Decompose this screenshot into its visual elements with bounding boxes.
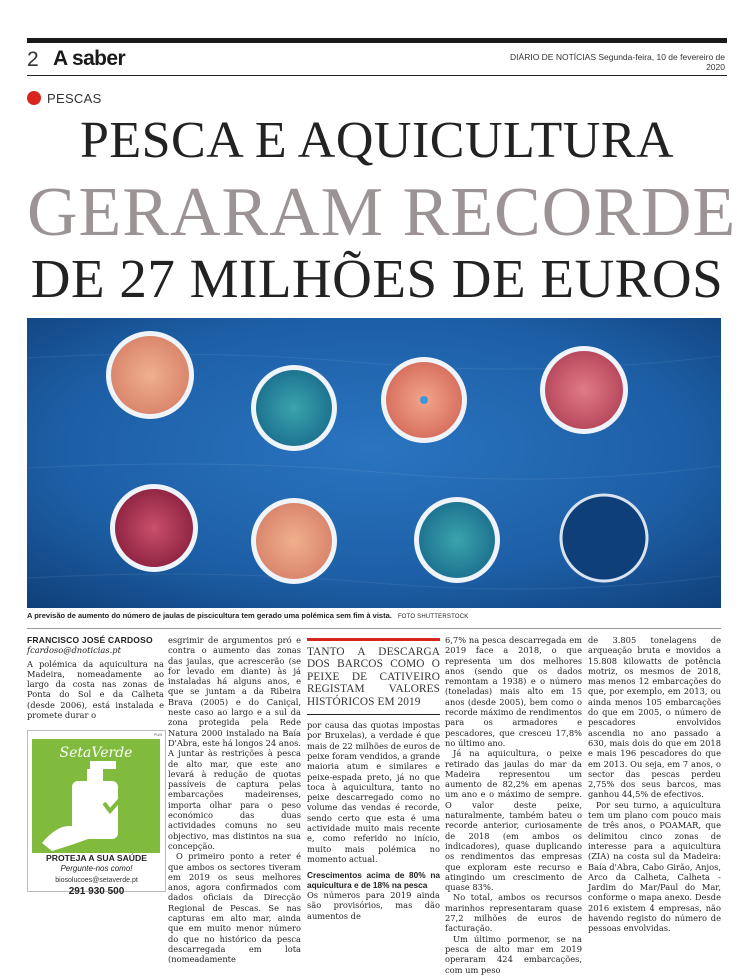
fish-cage	[106, 331, 194, 419]
ad-email[interactable]: biosolucoes@setaverde.pt	[55, 877, 138, 884]
ad-image	[32, 739, 160, 853]
body-paragraph: Um último pormenor, se na pesca de alto mar em 2019 operaram 424 embarcações, com um peso	[445, 933, 582, 975]
page-number: 2	[27, 48, 39, 71]
body-paragraph: de 3.805 tonelagens de arqueação bruta e movidos a 15.808 kilowatts de potência motriz, os mesmos de 2018, mas menos 12 embarcações do que, por exemplo, em 2013, ou ainda menos 105 embarcações do que em 2005, o número de pescadores envolvidos ascendia no ano passado a 630, mais dois do que em 2018 e mais 196 pescadores do que em 2013. Ou seja, em 7 anos, o sector das pescas perdeu 2,75% dos seus barcos, mas ganhou 44,5% de efectivos.	[588, 635, 721, 800]
pull-quote: TANTO A DESCARGA DOS BARCOS COMO O PEIXE DE CATIVEIRO REGISTAM VALORES HISTÓRICOS EM 2019	[307, 646, 440, 708]
column-3	[307, 635, 440, 921]
photo-credit: FOTO SHUTTERSTOCK	[397, 614, 469, 620]
body-paragraph: A polémica da aquicultura na Madeira, nomeadamente ao largo da costa nas zonas de Ponta do Sol e da Calheta (desde 2006), está instalada e promete durar o	[27, 658, 164, 721]
fish-cage	[251, 498, 337, 584]
caption-text: A previsão de aumento do número de jaulas de piscicultura tem gerado uma polémica sem fim à vista.	[27, 611, 392, 620]
body-paragraph: 6,7% na pesca descarregada em 2019 face a 2018, o que representa um dos melhores anos (sendo que os dados remontam a 1938) e o número (toneladas) mais alto em 15 anos (desde 2005), bem como o recorde máximo de rendimentos para os armadores e pescadores, que cresceu 17,8% no último ano.	[445, 635, 582, 748]
body-paragraph: Já na aquicultura, o peixe retirado das jaulas do mar da Madeira representou um aumento de 82,2% em apenas um ano e o máximo de sempre. O valor deste peixe, naturalmente, também bateu o recorde anterior, curiosamente de 2018 (em ambos os indicadores), quase duplicando os rendimentos das empresas que exploram este recurso e atingindo um crescimento de quase 83%.	[445, 748, 582, 893]
fish-cage	[561, 495, 647, 581]
header-divider	[27, 75, 727, 76]
fish-cage	[251, 365, 337, 451]
quote-rule	[307, 638, 440, 641]
column-5	[588, 635, 721, 934]
ad-brand: SetaVerde	[59, 745, 133, 761]
column-4	[445, 635, 582, 975]
column-2	[168, 635, 301, 965]
author-name: FRANCISCO JOSÉ CARDOSO	[27, 635, 153, 645]
section-title: A saber	[53, 47, 126, 70]
ad-tagline: PROTEJA A SUA SAÚDE	[46, 853, 147, 863]
body-paragraph: Os números para 2019 ainda são provisórios, mas dão aumentos de	[307, 890, 440, 921]
kicker: PESCAS	[47, 91, 102, 106]
quote-rule-bottom	[307, 714, 440, 715]
advertisement[interactable]	[27, 730, 166, 897]
body-paragraph: esgrimir de argumentos pró e contra o aumento das zonas das jaulas, que acrescerão (se for levado em diante) às já instaladas há alguns anos, e que se juntam a da Ribeira Brava (2005) e do Caniçal, neste caso ao largo e a sul da zona protegida pela Rede Natura 2000 instalado na Baía D'Abra, este há longos 24 anos. A juntar às restrições à pesca de alto mar, que este ano levará à redução de quotas passíveis de captura pelas embarcações madeirenses, importa olhar para o peso económico das duas actividades comuns no seu objectivo, mas distintos na sua concepção.	[168, 635, 301, 851]
kicker-dot-icon	[27, 91, 41, 105]
body-paragraph: por causa das quotas impostas por Bruxelas), a verdade é que mais de 22 milhões de euros de peixe foram vendidos, a grande maioria atum e similares e peixe-espada preto, já no que toca à aquicultura, tanto no peixe descarregado como no volume das vendas é recorde, sendo certo que esta é uma actividade muito mais recente e, como referido no início, muito mais polémica no momento actual.	[307, 720, 440, 864]
ad-publicity-label: PUB	[153, 732, 162, 737]
headline-line-1: PESCA E AQUICULTURA	[79, 112, 675, 169]
fish-cage	[540, 346, 628, 434]
article-photo	[27, 318, 721, 608]
column-1	[27, 635, 164, 720]
author-email[interactable]: fcardoso@dnoticias.pt	[27, 645, 121, 656]
fish-cage	[414, 497, 500, 583]
hand-sanitizer-icon	[32, 739, 160, 853]
headline-line-3: DE 27 MILHÕES DE EUROS	[30, 248, 724, 309]
dateline: DIÁRIO DE NOTÍCIAS Segunda-feira, 10 de fevereiro de 2020	[510, 52, 725, 72]
ad-phone[interactable]: 291 930 500	[68, 886, 125, 897]
body-paragraph: O primeiro ponto a reter é que ambos os sectores tiveram em 2019 os seus melhores anos, agora confirmados com dados oficiais da Direcção Regional de Pescas. Se nas capturas em alto mar, ainda que em muito menor número do que no histórico da pesca descarregada em lota (nomeadamente	[168, 851, 301, 965]
body-paragraph: Por seu turno, a aquicultura tem um plano com pouco mais de três anos, o POAMAR, que delimitou cinco zonas de interesse para a aquicultura (ZIA) na costa sul da Madeira: Baía d'Abra, Cabo Girão, Anjos, Arco da Calheta, Calheta - Jardim do Mar/Paul do Mar, conforme o mapa anexo. Desde 2016 existem 4 empresas, não havendo registo do número de pessoas envolvidas.	[588, 799, 721, 934]
photo-caption	[27, 611, 721, 620]
body-paragraph: No total, ambos os recursos marinhos representaram quase 27,2 milhões de euros de facturação.	[445, 892, 582, 934]
headline-line-2: GERARAM RECORDE	[27, 174, 737, 251]
fish-cage	[110, 484, 198, 572]
top-rule	[27, 38, 727, 43]
caption-divider	[27, 628, 721, 629]
fish-cage	[381, 357, 467, 443]
ad-subtagline: Pergunte-nos como!	[60, 864, 133, 873]
subheading: Crescimentos acima de 80% na aquicultura e de 18% na pesca	[307, 870, 440, 891]
